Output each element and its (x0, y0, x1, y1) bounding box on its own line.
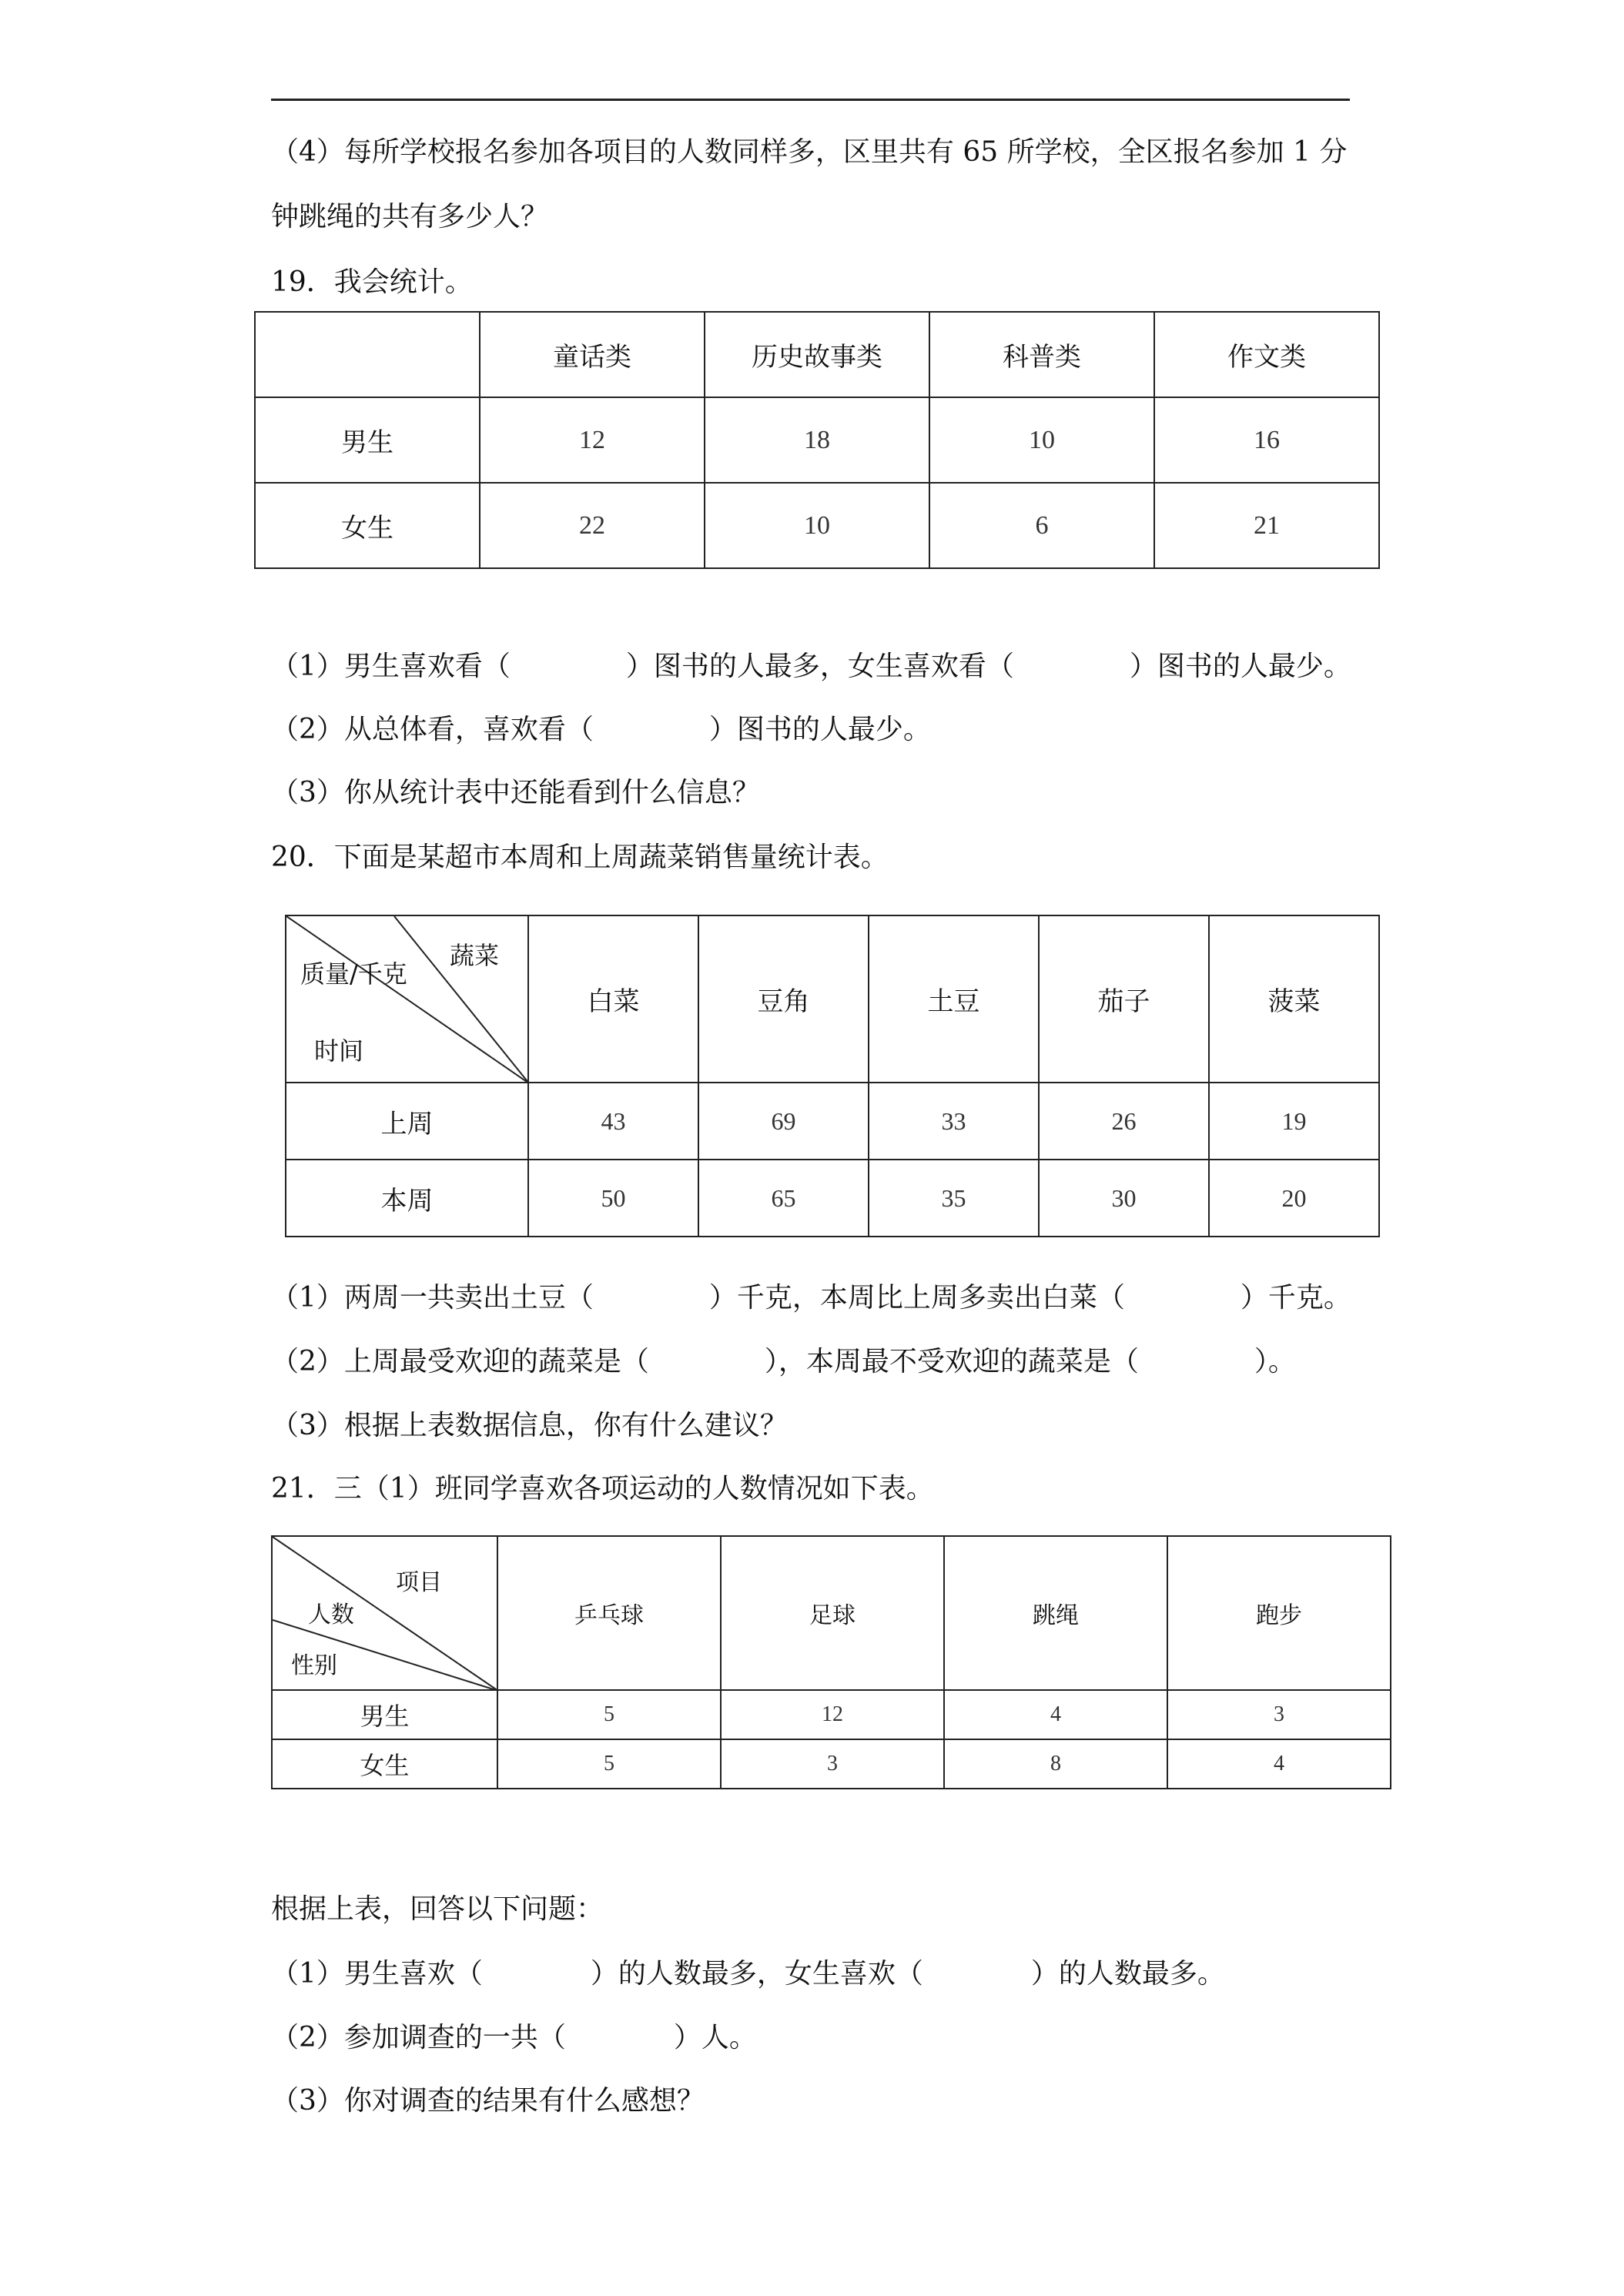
table-row (286, 1083, 1379, 1160)
table-cell: 50 (528, 1160, 698, 1237)
table-cell: 3 (1167, 1690, 1391, 1739)
q20-header-row (286, 915, 1379, 1083)
q19-question-1 (271, 648, 1351, 685)
q21-header-cell: 足球 (721, 1536, 944, 1690)
table-cell: 4 (944, 1690, 1167, 1739)
corner-label-bottom: 时间 (314, 1036, 364, 1066)
q21-q1-part-c: ）的人数最多。 (1030, 1958, 1225, 1990)
table-row (255, 483, 1379, 568)
q21-header-row (272, 1536, 1391, 1690)
table-cell: 22 (480, 483, 705, 568)
row-label: 女生 (272, 1739, 497, 1789)
row-label: 男生 (272, 1690, 497, 1739)
q19-header-cell: 历史故事类 (705, 312, 929, 397)
q21-diagonal-corner (272, 1536, 497, 1690)
corner-label-middle: 人数 (308, 1602, 354, 1628)
table-cell: 19 (1209, 1083, 1379, 1160)
q19-title: 19．我会统计。 (271, 266, 473, 298)
q20-table (285, 915, 1380, 1237)
table-cell: 35 (869, 1160, 1039, 1237)
table-cell: 6 (929, 483, 1154, 568)
q21-q1-part-a: （1）男生喜欢（ (271, 1958, 483, 1990)
corner-label-bottom: 性别 (291, 1652, 337, 1679)
q20-header-cell: 茄子 (1039, 915, 1209, 1083)
table-cell: 5 (497, 1690, 721, 1739)
table-cell: 20 (1209, 1160, 1379, 1237)
q19-header-empty (255, 312, 480, 397)
q19-q1-part-c: ）图书的人最少。 (1129, 651, 1351, 682)
table-row (272, 1739, 1391, 1789)
q20-header-cell: 土豆 (869, 915, 1039, 1083)
row-label: 上周 (286, 1083, 528, 1160)
table-cell: 8 (944, 1739, 1167, 1789)
table-row (272, 1690, 1391, 1739)
corner-label-top: 蔬菜 (450, 941, 500, 970)
corner-label-middle: 质量/千克 (300, 959, 407, 989)
table-cell: 18 (705, 397, 929, 483)
q20-q2-part-a: （2）上周最受欢迎的蔬菜是（ (271, 1346, 649, 1377)
q20-q2-part-b: ），本周最不受欢迎的蔬菜是（ (764, 1346, 1139, 1377)
q21-question-3: （3）你对调查的结果有什么感想？ (271, 2085, 705, 2117)
table-cell: 30 (1039, 1160, 1209, 1237)
q19-header-cell: 科普类 (929, 312, 1154, 397)
q20-question-1 (271, 1280, 1351, 1317)
q19-header-row (255, 312, 1379, 397)
table-cell: 12 (721, 1690, 944, 1739)
q20-title: 20．下面是某超市本周和上周蔬菜销售量统计表。 (271, 842, 889, 873)
table-row (286, 1160, 1379, 1237)
q21-q2-part-a: （2）参加调查的一共（ (271, 2022, 566, 2053)
q20-question-2 (271, 1344, 1296, 1381)
q21-question-1 (271, 1956, 1225, 1993)
q19-q1-part-b: ）图书的人最多，女生喜欢看（ (625, 651, 1014, 682)
q20-header-cell: 白菜 (528, 915, 698, 1083)
table-cell: 69 (698, 1083, 869, 1160)
q19-q2-part-a: （2）从总体看，喜欢看（ (271, 714, 594, 745)
table-cell: 10 (929, 397, 1154, 483)
q19-table (254, 311, 1380, 569)
q21-header-cell: 跑步 (1167, 1536, 1391, 1690)
q20-header-cell: 菠菜 (1209, 915, 1379, 1083)
table-cell: 16 (1154, 397, 1379, 483)
header-rule (271, 99, 1350, 101)
table-cell: 33 (869, 1083, 1039, 1160)
table-cell: 12 (480, 397, 705, 483)
q18-part4-line1: （4）每所学校报名参加各项目的人数同样多，区里共有 65 所学校，全区报名参加 1 分 (271, 136, 1348, 168)
table-cell: 4 (1167, 1739, 1391, 1789)
q19-header-cell: 作文类 (1154, 312, 1379, 397)
corner-label-top: 项目 (396, 1569, 442, 1596)
q21-q2-part-b: ）人。 (673, 2022, 757, 2053)
row-label: 本周 (286, 1160, 528, 1237)
q21-header-cell: 乒乓球 (497, 1536, 721, 1690)
q20-header-cell: 豆角 (698, 915, 869, 1083)
table-cell: 43 (528, 1083, 698, 1160)
q21-q1-part-b: ）的人数最多，女生喜欢（ (590, 1958, 923, 1990)
q20-q1-part-c: ）千克。 (1240, 1282, 1351, 1314)
table-cell: 21 (1154, 483, 1379, 568)
q20-q2-part-c: ）。 (1254, 1346, 1296, 1377)
table-cell: 65 (698, 1160, 869, 1237)
q19-q2-part-b: ）图书的人最少。 (708, 714, 931, 745)
q20-q1-part-b: ）千克，本周比上周多卖出白菜（ (708, 1282, 1125, 1314)
q18-part4-line2: 钟跳绳的共有多少人？ (271, 201, 549, 233)
q19-q1-part-a: （1）男生喜欢看（ (271, 651, 511, 682)
q21-intro: 根据上表，回答以下问题： (271, 1893, 604, 1925)
q19-header-cell: 童话类 (480, 312, 705, 397)
q21-table (271, 1535, 1391, 1789)
row-label: 女生 (255, 483, 480, 568)
q21-title: 21．三（1）班同学喜欢各项运动的人数情况如下表。 (271, 1473, 934, 1504)
table-cell: 5 (497, 1739, 721, 1789)
q21-question-2 (271, 2020, 757, 2057)
q20-diagonal-corner (286, 915, 528, 1083)
table-cell: 26 (1039, 1083, 1209, 1160)
table-cell: 3 (721, 1739, 944, 1789)
q21-header-cell: 跳绳 (944, 1536, 1167, 1690)
table-cell: 10 (705, 483, 929, 568)
row-label: 男生 (255, 397, 480, 483)
q19-question-2 (271, 711, 931, 748)
table-row (255, 397, 1379, 483)
q20-q1-part-a: （1）两周一共卖出土豆（ (271, 1282, 594, 1314)
q20-question-3: （3）根据上表数据信息，你有什么建议？ (271, 1410, 788, 1441)
q19-question-3: （3）你从统计表中还能看到什么信息？ (271, 777, 760, 808)
